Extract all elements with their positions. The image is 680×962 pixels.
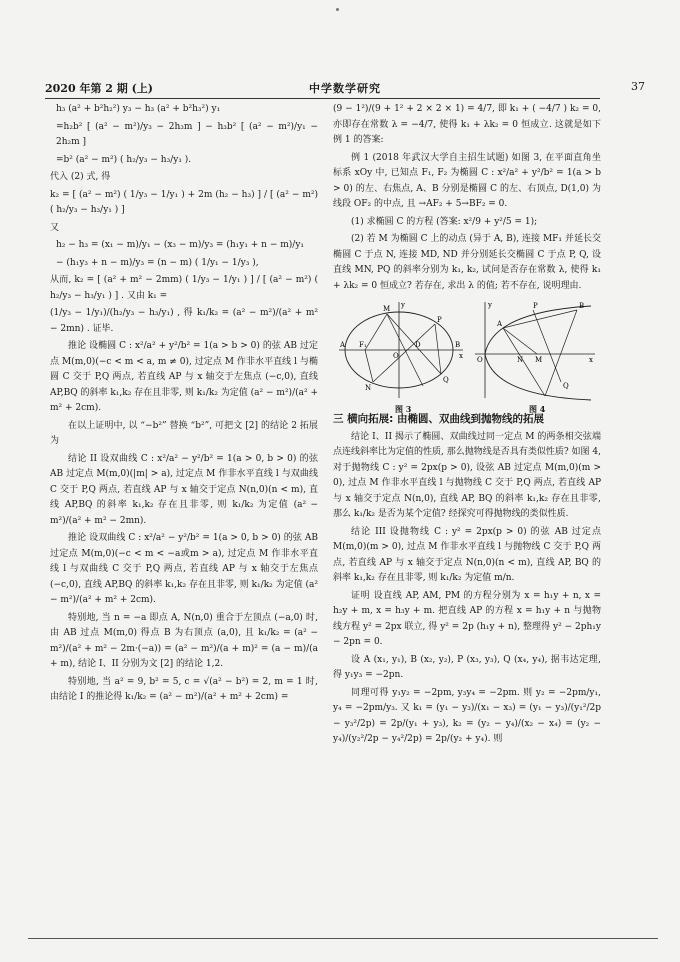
fig3-label-o: O: [393, 352, 399, 360]
equation-k2: k₂ = [ (a² − m²) ( 1/y₃ − 1/y₁ ) + 2m (h₂ − h₃) ] / [ (a² − m²) ( h₂/y₃ − h₃/y₁ ) ]: [50, 189, 318, 215]
paragraph: 特别地, 当 a² = 9, b² = 5, c = √(a² − b²) = 2, m = 1 时, 由结论 I 的推论得 k₁/k₂ = (a² − m²)/(a² + m² + 2cm) =: [50, 676, 318, 702]
equation-line: =b² (a² − m²) ( h₂/y₃ − h₃/y₁ ).: [56, 154, 192, 165]
paragraph: 同理可得 y₁y₂ = −2pm, y₃y₄ = −2pm. 则 y₂ = −2pm/y₁, y₄ = −2pm/y₃. 又 k₁ = (y₁ − y₃)/(x₁ − x₃) = (y₁ − y₃)/(y₁²/2p − y₃²/2p) = 2p/(y₁ + y₃), k₂ = (y₂ − y₄)/(x₂ − x₄) = (y₂ − y₄)/(y₂²/2p − y₄²/2p) = 2p/(y₂ + y₄). 则: [333, 687, 601, 744]
example-paragraph: 例 1 (2018 年武汉大学自主招生试题) 如图 3, 在平面直角坐标系 xOy 中, 已知点 F₁, F₂ 为椭圆 C : x²/a² + y²/b² = 1(a > b > 0) 的左、右焦点, A、B 分别是椭圆 C 的左、右顶点, D(1,0) 为线段 OF₂ 的中点, 且 →AF₂ + 5→BF₂ = 0.: [333, 152, 601, 209]
paragraph: 结论 I、II 揭示了椭圆、双曲线过同一定点 M 的两条相交弦端点连线斜率比为定值的性质, 那么抛物线是否具有类似性质? 如图 4, 对于抛物线 C : y² = 2px(p > 0), 设弦 AB 过定点 M(m,0)(m > 0), 过点 M 作非水平直线 l 与抛物线 C 交于 P,Q 两点, 若直线 AP 与 x 轴交于定点 N(n,0), 直线 AP, BQ 的斜率 k₁,k₂ 存在且非零, 那么 k₁/k₂ 是否为某个定值? 经探究可得抛物线的类似性质.: [333, 431, 601, 519]
paragraph: (9 − 1²)/(9 + 1² + 2 × 2 × 1) = 4/7, 即 k₁ + ( −4/7 ) k₂ = 0, 亦即存在常数 λ = −4/7, 使得 k₁ + λk₂ = 0 恒成立. 这就是如下例 1 的答案:: [333, 104, 601, 145]
scan-speck: [336, 8, 339, 11]
corollary-paragraph: 推论 设椭圆 C : x²/a² + y²/b² = 1(a > b > 0) 的弦 AB 过定点 M(m,0)(−c < m < a, m ≠ 0), 过定点 M 作非水平直线 l 与椭圆 C 交于 P,Q 两点, 若直线 AP 与 x 轴交于左焦点 (−c,0), 直线 AP,BQ 的斜率 k₁,k₂ 存在且非零, 则 k₁/k₂ 为定值 (a² − m²)/(a² + m² + 2cm).: [50, 341, 318, 413]
paragraph: 设 A (x₁, y₁), B (x₂, y₂), P (x₃, y₃), Q (x₄, y₄), 据韦达定理, 得 y₁y₃ = −2pn.: [333, 654, 601, 680]
figure-3-caption: 图 3: [395, 404, 412, 414]
fig4-label-o: O: [477, 356, 483, 364]
equation-line: =h₂b² [ (a² − m²)/y₃ − 2h₃m ] − h₃b² [ (a² − m²)/y₁ − 2h₂m ]: [56, 121, 318, 147]
page-number: 37: [631, 80, 645, 93]
fig3-label-n: N: [365, 384, 372, 392]
fig3-label-q: Q: [443, 376, 449, 384]
section-heading: 三 横向拓展: 由椭圆、双曲线到抛物线的拓展: [333, 413, 545, 425]
equation-line: (1/y₃ − 1/y₁)/(h₂/y₃ − h₃/y₁) , 得 k₁/k₂ = (a² − m²)/(a² + m² − 2mn) . 证毕.: [50, 308, 318, 334]
running-header: [45, 80, 645, 98]
fig4-label-m: M: [535, 356, 543, 364]
conclusion-ii-paragraph: 结论 II 设双曲线 C : x²/a² − y²/b² = 1(a > 0, b > 0) 的弦 AB 过定点 M(m,0)(|m| > a), 过定点 M 作非水平直线 l 与双曲线 C 交于 P,Q 两点, 若直线 AP 与 x 轴交于定点 N(n,0)(n < m), 直线 AP,BQ 的斜率 k₁,k₂ 存在且非零, 则 k₁/k₂ 为定值 (a² − m²)/(a² + m² − 2mn).: [50, 453, 318, 526]
fig4-label-q: Q: [563, 382, 569, 390]
fig3-label-x: x: [459, 352, 463, 360]
paragraph: 特别地, 当 n = −a 即点 A, N(n,0) 重合于左顶点 (−a,0) 时, 由 AB 过点 M(m,0) 得点 B 为右顶点 (a,0), 且 k₁/k₂ = (a² − m²)/(a² + m² − 2m·(−a)) = (a² − m²)/(a + m)² = (a − m)/(a + m), 结论 I、II 分别为文 [2] 的结论 1,2.: [50, 612, 318, 669]
proof-paragraph: 证明 设直线 AP, AM, PM 的方程分别为 x = h₁y + n, x = h₂y + m, x = h₃y + m. 把直线 AP 的方程 x = h₁y + n 与抛物线方程 y² = 2px 联立, 得 y² = 2p (h₁y + n), 整理得 y² − 2ph₁y − 2pn = 0.: [333, 590, 601, 647]
fig3-label-f1: F₁: [359, 341, 367, 349]
text-line: 又: [50, 222, 60, 233]
fig4-label-x: x: [589, 356, 593, 364]
fig3-label-d: D: [415, 341, 421, 349]
figure-4: [473, 298, 599, 402]
fig3-label-b: B: [455, 341, 461, 349]
journal-title: 中学数学研究: [309, 82, 381, 95]
header-rule: [45, 98, 600, 99]
fig4-label-y: y: [488, 301, 492, 309]
figure-4-caption: 图 4: [529, 404, 546, 414]
corollary-paragraph: 推论 设双曲线 C : x²/a² − y²/b² = 1(a > 0, b > 0) 的弦 AB 过定点 M(m,0)(−c < m < −a或m > a), 过定点 M 作非水平直线 l 与双曲线 C 交于 P,Q 两点, 若直线 AP 与 x 轴交于左焦点 (−c,0), 直线 AP,BQ 的斜率 k₁,k₂ 存在且非零, 则 k₁/k₂ 为定值 (a² − m²)/(a² + m² + 2cm).: [50, 533, 318, 605]
equation-line: h₃ (a² + b²h₂²) y₃ − h₃ (a² + b²h₃²) y₁: [56, 104, 221, 114]
right-column: [333, 102, 601, 750]
fig3-label-m: M: [383, 305, 391, 313]
fig4-label-p: P: [533, 302, 538, 310]
issue-label: 2020 年第 2 期 (上): [45, 82, 153, 95]
figure-3: [337, 298, 467, 402]
parabola-diagram: [473, 298, 599, 402]
equation-line: 从而, k₂ = [ (a² + m² − 2mm) ( 1/y₃ − 1/y₁ ) ] / [ (a² − m²) ( h₂/y₃ − h₃/y₁ ) ] . 又由 k₁ =: [50, 275, 318, 301]
fig4-label-a: A: [497, 320, 503, 328]
text-line: 代入 (2) 式, 得: [50, 172, 111, 182]
equation-line: − (h₁y₃ + n − m)/y₃ = (n − m) ( 1/y₁ − 1/y₃ ),: [56, 257, 259, 268]
fig3-label-y: y: [401, 301, 405, 309]
equation-line: h₂ − h₃ = (x₁ − m)/y₁ − (x₃ − m)/y₃ = (h₁y₁ + n − m)/y₁: [56, 240, 305, 250]
question-1: (1) 求椭圆 C 的方程 (答案: x²/9 + y²/5 = 1);: [351, 216, 538, 227]
fig3-label-a: A: [340, 341, 346, 349]
ellipse-diagram: [337, 298, 467, 402]
paragraph: 在以上证明中, 以 “−b²” 替换 “b²”, 可把文 [2] 的结论 2 拓展为: [50, 420, 318, 446]
fig4-label-n: N: [517, 356, 524, 364]
left-column: [50, 102, 318, 708]
footer-rule: [28, 938, 658, 939]
question-2: (2) 若 M 为椭圆 C 上的动点 (异于 A, B), 连接 MF₁ 并延长交椭圆 C 于点 N, 连接 MD, ND 并分别延长交椭圆 C 于点 P, Q, 设直线 MN, PQ 的斜率分别为 k₁, k₂, 试问是否存在常数 λ, 使得 k₁ + λk₂ = 0 恒成立? 若存在, 求出 λ 的值; 若不存在, 说明理由.: [333, 234, 601, 291]
conclusion-iii-paragraph: 结论 III 设抛物线 C : y² = 2px(p > 0) 的弦 AB 过定点 M(m,0)(m > 0), 过点 M 作非水平直线 l 与抛物线 C 交于 P,Q 两点, 若直线 AP 与 x 轴交于定点 N(n,0)(n < m), 直线 AP, BQ 的斜率 k₁,k₂ 存在且非零, 则 k₁/k₂ 为定值 m/n.: [333, 526, 601, 583]
figures-row: [333, 298, 601, 414]
fig3-label-p: P: [437, 316, 442, 324]
fig4-label-b: B: [579, 302, 585, 310]
